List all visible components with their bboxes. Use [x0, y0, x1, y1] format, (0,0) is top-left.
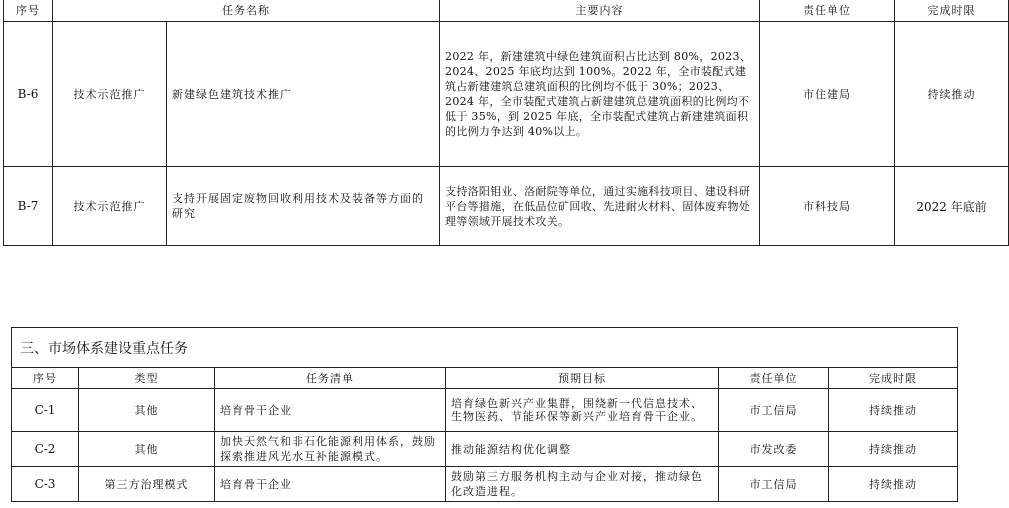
table-row — [12, 467, 958, 502]
row-unit: 市科技局 — [760, 167, 895, 246]
row-category: 技术示范推广 — [53, 22, 167, 167]
row-task: 新建绿色建筑技术推广 — [167, 22, 440, 167]
row-no: B-6 — [4, 22, 53, 167]
row-unit: 市发改委 — [719, 432, 829, 467]
row-unit: 市工信局 — [719, 389, 829, 432]
header-unit: 责任单位 — [719, 368, 829, 389]
table-row — [12, 389, 958, 432]
header-unit: 责任单位 — [760, 0, 895, 22]
header-no: 序号 — [4, 0, 53, 22]
header-task-name: 任务名称 — [53, 0, 440, 22]
row-type: 第三方治理模式 — [79, 467, 215, 502]
header-task-list: 任务清单 — [215, 368, 446, 389]
task-table-c — [11, 327, 958, 502]
row-no: C-3 — [12, 467, 79, 502]
row-type: 其他 — [79, 389, 215, 432]
row-no: C-2 — [12, 432, 79, 467]
header-deadline: 完成时限 — [829, 368, 958, 389]
header-content: 主要内容 — [440, 0, 760, 22]
row-type: 其他 — [79, 432, 215, 467]
section-title-row — [12, 328, 958, 368]
row-deadline: 持续推动 — [895, 22, 1009, 167]
row-no: C-1 — [12, 389, 79, 432]
row-deadline: 持续推动 — [829, 467, 958, 502]
row-goal: 鼓励第三方服务机构主动与企业对接，推动绿色化改造进程。 — [446, 467, 719, 502]
header-no: 序号 — [12, 368, 79, 389]
row-goal: 推动能源结构优化调整 — [446, 432, 719, 467]
table-row — [4, 22, 1009, 167]
header-deadline: 完成时限 — [895, 0, 1009, 22]
row-content: 2022 年，新建建筑中绿色建筑面积占比达到 80%，2023、2024、2025 年底均达到 100%。2022 年，全市装配式建筑占新建建筑总建筑面积的比例均不低于 30%；2023、2024 年，全市装配式建筑占新建建筑总建筑面积的比例均不低于 35%，到 2025 年底，全市装配式建筑占新建建筑面积的比例力争达到 40%以上。 — [440, 22, 760, 167]
row-task: 加快天然气和非石化能源利用体系，鼓励探索推进风光水互补能源模式。 — [215, 432, 446, 467]
row-unit: 市工信局 — [719, 467, 829, 502]
row-goal: 培育绿色新兴产业集群，围绕新一代信息技术、生物医药、节能环保等新兴产业培育骨干企业。 — [446, 389, 719, 432]
row-content: 支持洛阳钼业、洛耐院等单位，通过实施科技项目、建设科研平台等措施，在低品位矿回收、先进耐火材料、固体废弃物处理等领域开展技术攻关。 — [440, 167, 760, 246]
row-category: 技术示范推广 — [53, 167, 167, 246]
header-type: 类型 — [79, 368, 215, 389]
row-no: B-7 — [4, 167, 53, 246]
table-row — [12, 432, 958, 467]
table-header-row — [4, 0, 1009, 22]
header-goal: 预期目标 — [446, 368, 719, 389]
row-task: 培育骨干企业 — [215, 467, 446, 502]
row-task: 培育骨干企业 — [215, 389, 446, 432]
row-deadline: 持续推动 — [829, 432, 958, 467]
table-header-row — [12, 368, 958, 389]
row-deadline: 2022 年底前 — [895, 167, 1009, 246]
table-row — [4, 167, 1009, 246]
row-task: 支持开展固定废物回收利用技术及装备等方面的研究 — [167, 167, 440, 246]
row-unit: 市住建局 — [760, 22, 895, 167]
row-deadline: 持续推动 — [829, 389, 958, 432]
section-title: 三、市场体系建设重点任务 — [12, 328, 958, 368]
task-table-b — [3, 0, 1009, 246]
